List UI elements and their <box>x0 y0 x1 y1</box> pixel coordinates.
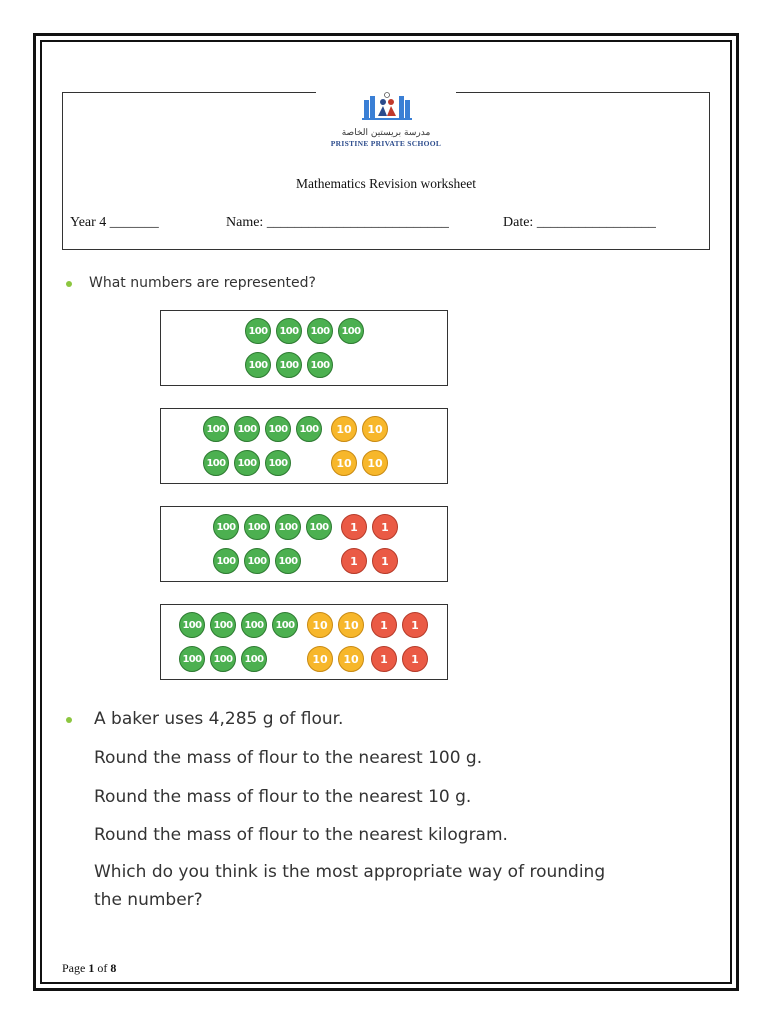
hundred-counter: 100 <box>272 612 298 638</box>
one-counter: 1 <box>371 612 397 638</box>
year-field: Year 4 _______ <box>70 215 159 230</box>
hundred-counter: 100 <box>245 318 271 344</box>
one-counter: 1 <box>371 646 397 672</box>
one-counter: 1 <box>372 514 398 540</box>
question-1-prompt: What numbers are represented? <box>89 275 316 291</box>
hundred-counter: 100 <box>234 450 260 476</box>
hundred-counter: 100 <box>213 514 239 540</box>
question-2-line-6: the number? <box>94 890 203 910</box>
page-label: Page <box>62 961 86 975</box>
ten-counter: 10 <box>338 646 364 672</box>
hundred-counter: 100 <box>179 646 205 672</box>
hundred-counter: 100 <box>338 318 364 344</box>
place-value-box-1 <box>160 310 448 386</box>
bullet-point <box>66 717 72 723</box>
school-name-english: PRISTINE PRIVATE SCHOOL <box>330 139 442 148</box>
hundred-counter: 100 <box>203 416 229 442</box>
ten-counter: 10 <box>307 646 333 672</box>
one-counter: 1 <box>372 548 398 574</box>
hundred-counter: 100 <box>306 514 332 540</box>
hundred-counter: 100 <box>210 612 236 638</box>
page-current: 1 <box>88 961 95 975</box>
worksheet-title: Mathematics Revision worksheet <box>296 176 476 191</box>
question-2-line-3: Round the mass of flour to the nearest 10 g. <box>94 787 472 807</box>
hundred-counter: 100 <box>234 416 260 442</box>
hundred-counter: 100 <box>275 548 301 574</box>
hundred-counter: 100 <box>241 612 267 638</box>
hundred-counter: 100 <box>276 318 302 344</box>
hundred-counter: 100 <box>276 352 302 378</box>
page-number <box>62 961 116 976</box>
ten-counter: 10 <box>338 612 364 638</box>
hundred-counter: 100 <box>244 548 270 574</box>
one-counter: 1 <box>341 548 367 574</box>
school-name-arabic: مدرسة بريستين الخاصة <box>341 128 431 138</box>
question-2-line-5: Which do you think is the most appropriate way of rounding <box>94 862 606 882</box>
hundred-counter: 100 <box>307 352 333 378</box>
question-2-line-4: Round the mass of flour to the nearest kilogram. <box>94 825 508 845</box>
hundred-counter: 100 <box>210 646 236 672</box>
place-value-box-2 <box>160 408 448 484</box>
date-field: Date: _________________ <box>503 215 656 230</box>
hundred-counter: 100 <box>296 416 322 442</box>
one-counter: 1 <box>402 646 428 672</box>
place-value-box-3 <box>160 506 448 582</box>
hundred-counter: 100 <box>179 612 205 638</box>
hundred-counter: 100 <box>265 416 291 442</box>
one-counter: 1 <box>341 514 367 540</box>
school-logo <box>316 86 456 156</box>
hundred-counter: 100 <box>203 450 229 476</box>
ten-counter: 10 <box>362 450 388 476</box>
hundred-counter: 100 <box>244 514 270 540</box>
bullet-point <box>66 281 72 287</box>
place-value-box-4 <box>160 604 448 680</box>
hundred-counter: 100 <box>241 646 267 672</box>
ten-counter: 10 <box>331 416 357 442</box>
hundred-counter: 100 <box>307 318 333 344</box>
question-2-line-2: Round the mass of flour to the nearest 100 g. <box>94 748 483 768</box>
hundred-counter: 100 <box>213 548 239 574</box>
ten-counter: 10 <box>307 612 333 638</box>
of-label: of <box>97 961 108 975</box>
page-total: 8 <box>110 961 117 975</box>
hundred-counter: 100 <box>275 514 301 540</box>
question-2-line-1: A baker uses 4,285 g of flour. <box>94 709 344 729</box>
school-logo-icon <box>358 92 416 122</box>
one-counter: 1 <box>402 612 428 638</box>
ten-counter: 10 <box>362 416 388 442</box>
hundred-counter: 100 <box>265 450 291 476</box>
hundred-counter: 100 <box>245 352 271 378</box>
name-field: Name: __________________________ <box>226 215 449 230</box>
ten-counter: 10 <box>331 450 357 476</box>
